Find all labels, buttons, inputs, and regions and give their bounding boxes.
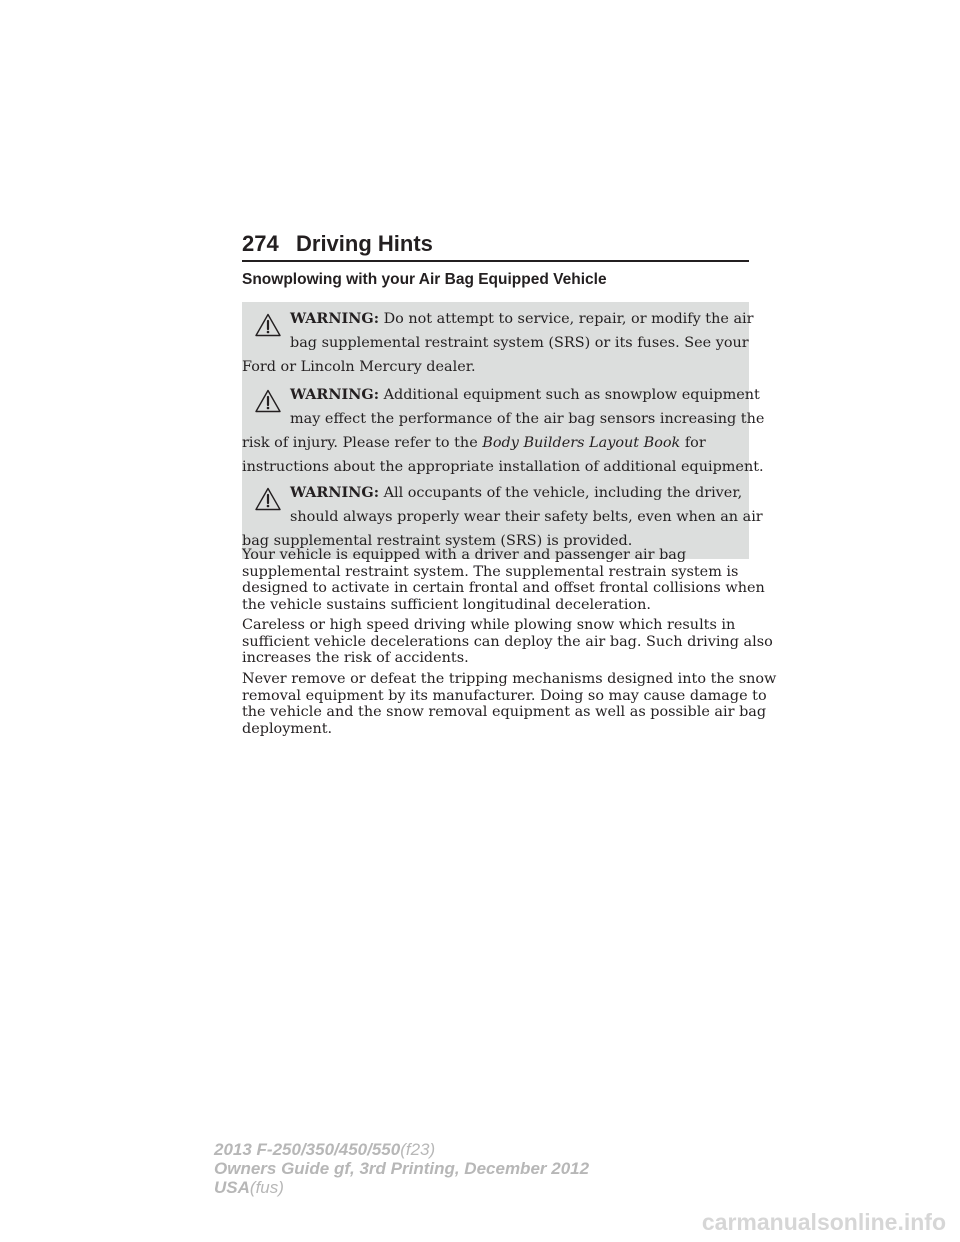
warning-text: for (680, 435, 706, 451)
warning-text: Do not attempt to service, repair, or modify the air (383, 311, 754, 327)
printing-info: Owners Guide gf, 3rd Printing, December 2012 (214, 1159, 590, 1178)
warning-text: Ford or Lincoln Mercury dealer. (242, 359, 476, 375)
document-footer (214, 1140, 589, 1197)
chapter-title: Driving Hints (296, 231, 433, 256)
text-line: supplemental restraint system. The supplemental restrain system is (242, 563, 739, 580)
paragraph-2 (242, 617, 773, 667)
warning-text: may effect the performance of the air bag sensors increasing the (290, 411, 765, 427)
paragraph-3 (242, 671, 777, 737)
warning-text: Additional equipment such as snowplow equipment (383, 387, 760, 403)
text-line: Never remove or defeat the tripping mechanisms designed into the snow (242, 671, 777, 687)
warning-triangle-icon (255, 487, 281, 511)
text-line: Careless or high speed driving while plowing snow which results in (242, 617, 736, 633)
model-code: (f23) (400, 1140, 436, 1159)
warning-text: bag supplemental restraint system (SRS) is provided. (242, 533, 633, 549)
region: USA (214, 1178, 250, 1197)
text-line: Your vehicle is equipped with a driver and passenger air bag (242, 547, 687, 563)
warning-box-1 (242, 302, 754, 385)
warning-text: should always properly wear their safety belts, even when an air (290, 509, 763, 525)
warning-text: bag supplemental restraint system (SRS) or its fuses. See your (290, 335, 749, 351)
warning-text: instructions about the appropriate installation of additional equipment. (242, 459, 764, 475)
warning-box-2 (242, 378, 765, 485)
text-line: designed to activate in certain frontal and offset frontal collisions when (242, 580, 765, 596)
page-header (242, 230, 749, 262)
warning-text: All occupants of the vehicle, including the driver, (383, 485, 743, 501)
text-line: increases the risk of accidents. (242, 650, 469, 666)
model-name: 2013 F-250/350/450/550 (214, 1140, 401, 1159)
region-code: (fus) (249, 1178, 284, 1197)
watermark: carmanualsonline.info (701, 1209, 946, 1235)
book-title: Body Builders Layout Book (482, 435, 681, 451)
text-line: deployment. (242, 720, 333, 737)
text-line: the vehicle and the snow removal equipment as well as possible air bag (242, 704, 767, 720)
warning-label: WARNING: (290, 484, 380, 501)
page-number: 274 (242, 231, 279, 256)
text-line: the vehicle sustains sufficient longitudinal deceleration. (242, 596, 651, 613)
text-line: removal equipment by its manufacturer. Doing so may cause damage to (242, 687, 767, 704)
warning-label: WARNING: (290, 310, 380, 327)
warning-triangle-icon (255, 389, 281, 413)
warning-triangle-icon (255, 313, 281, 337)
text-line: sufficient vehicle decelerations can deploy the air bag. Such driving also (242, 633, 773, 650)
paragraph-1 (242, 547, 765, 613)
warning-label: WARNING: (290, 386, 380, 403)
warning-text: risk of injury. Please refer to the (242, 435, 483, 451)
section-title: Snowplowing with your Air Bag Equipped Vehicle (242, 271, 607, 288)
